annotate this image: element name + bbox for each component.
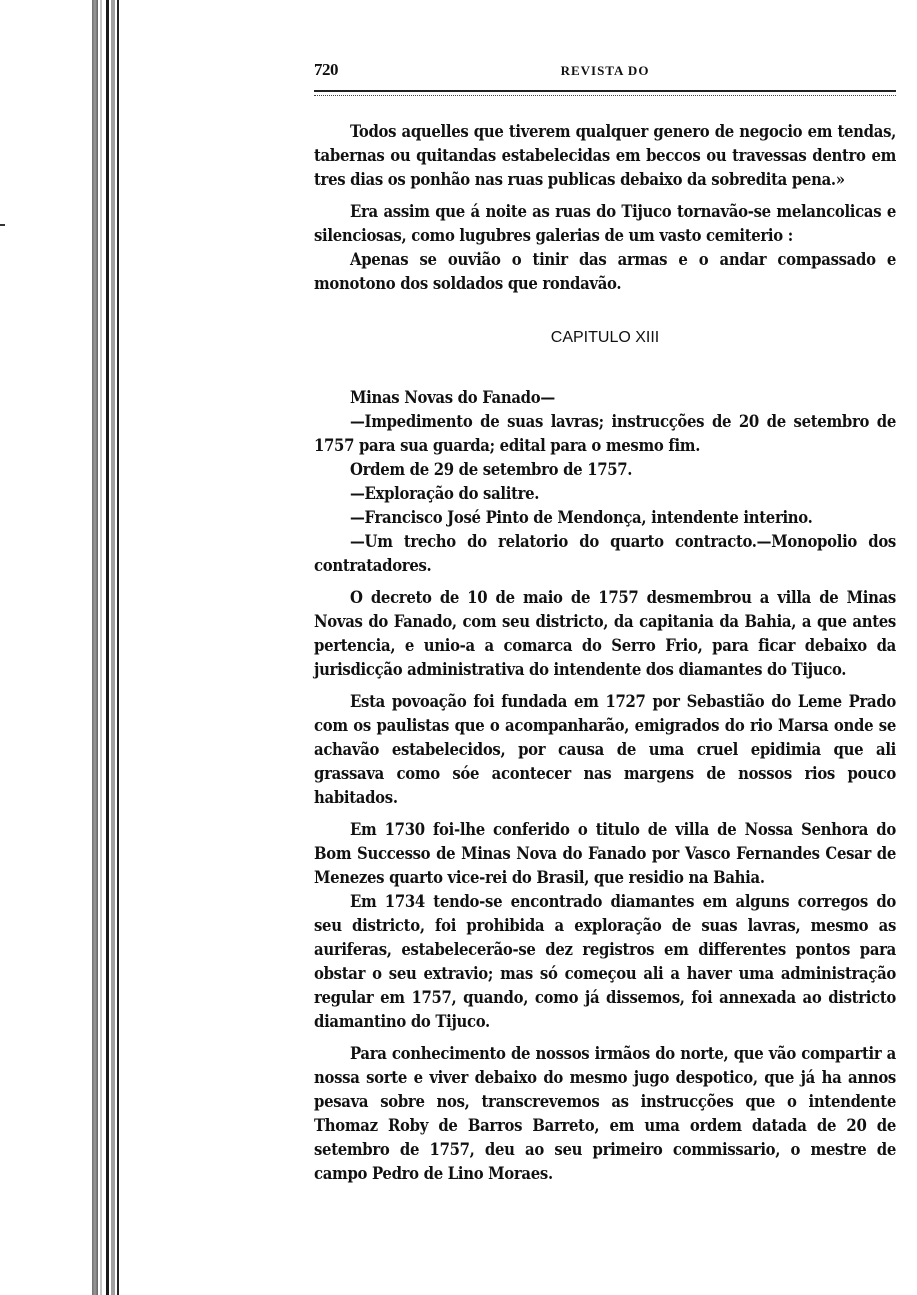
paragraph: Era assim que á noite as ruas do Tijuco tornavão-se melancolicas e silenciosas, como lugubres galerias de um vasto cemiterio : bbox=[314, 202, 896, 245]
summary-item: Ordem de 29 de setembro de 1757. bbox=[350, 460, 633, 479]
summary-item: —Impedimento de suas lavras; instrucções de 20 de setembro de 1757 para sua guarda; edital para o mesmo fim. bbox=[314, 412, 896, 455]
book-spine-gutter bbox=[88, 0, 128, 1295]
summary-item: —Francisco José Pinto de Mendonça, intendente interino. bbox=[350, 508, 813, 527]
spine-line bbox=[111, 0, 115, 1295]
spine-line bbox=[92, 0, 98, 1295]
summary-item: —Um trecho do relatorio do quarto contracto.—Monopolio dos contratadores. bbox=[314, 532, 896, 575]
header-rule bbox=[314, 90, 896, 96]
margin-mark bbox=[0, 224, 5, 226]
chapter-summary bbox=[314, 386, 896, 578]
paragraph: Em 1734 tendo-se encontrado diamantes em alguns corregos do seu districto, foi prohibida a exploração de suas lavras, mesmo as auriferas, estabelecerão-se dez registros em differentes pontos para obstar o seu extravio; mas só começou ali a haver uma administração regular em 1757, quando, como já dissemos, foi annexada ao districto diamantino do Tijuco. bbox=[314, 892, 896, 1031]
paragraph: O decreto de 10 de maio de 1757 desmembrou a villa de Minas Novas do Fanado, com seu districto, da capitania da Bahia, a que antes pertencia, e unio-a a comarca do Serro Frio, para ficar debaixo da jurisdicção administrativa do intendente dos diamantes do Tijuco. bbox=[314, 588, 896, 679]
paragraph: Para conhecimento de nossos irmãos do norte, que vão compartir a nossa sorte e viver debaixo do mesmo jugo despotico, que já ha annos pesava sobre nos, transcrevemos as instrucções que o intendente Thomaz Roby de Barros Barreto, em uma ordem datada de 20 de setembro de 1757, deu ao seu primeiro commissario, o mestre de campo Pedro de Lino Moraes. bbox=[314, 1044, 896, 1183]
spine-line bbox=[106, 0, 109, 1295]
page-header bbox=[314, 60, 896, 86]
page-body bbox=[314, 120, 896, 1186]
paragraph: Em 1730 foi-lhe conferido o titulo de villa de Nossa Senhora do Bom Successo de Minas Nova do Fanado por Vasco Fernandes Cesar de Menezes quarto vice-rei do Brasil, que residio na Bahia. bbox=[314, 820, 896, 887]
spine-line bbox=[100, 0, 102, 1295]
paragraph: Todos aquelles que tiverem qualquer genero de negocio em tendas, tabernas ou quitandas estabelecidas em beccos ou travessas dentro em tres dias os ponhão nas ruas publicas debaixo da sobredita pena.» bbox=[314, 122, 896, 189]
paragraph: Esta povoação foi fundada em 1727 por Sebastião do Leme Prado com os paulistas que o acompanharão, emigrados do rio Marsa onde se achavão estabelecidos, por causa de uma cruel epidimia que ali grassava como sóe acontecer nas margens de nossos rios pouco habitados. bbox=[314, 692, 896, 807]
summary-item: —Exploração do salitre. bbox=[350, 484, 540, 503]
paragraph: Apenas se ouvião o tinir das armas e o andar compassado e monotono dos soldados que rondavão. bbox=[314, 250, 896, 293]
summary-item: Minas Novas do Fanado— bbox=[350, 388, 555, 407]
spine-line bbox=[117, 0, 119, 1295]
page bbox=[314, 60, 896, 1194]
chapter-title: CAPITULO XIII bbox=[550, 329, 660, 346]
running-head: REVISTA DO bbox=[560, 63, 650, 78]
page-number: 720 bbox=[314, 60, 338, 79]
